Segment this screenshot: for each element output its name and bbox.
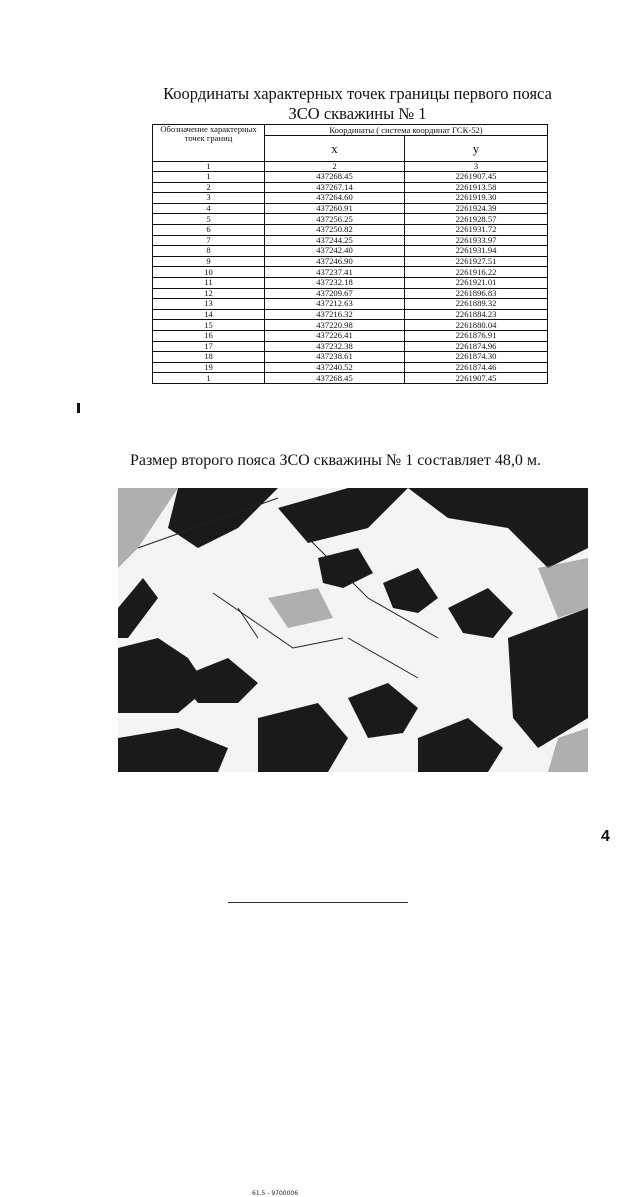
- column-number: 2: [265, 162, 405, 172]
- table-row: [153, 309, 548, 320]
- table-row: [153, 224, 548, 235]
- table-row: [153, 341, 548, 352]
- margin-mark: [77, 403, 80, 413]
- point-number: 17: [153, 341, 265, 352]
- table-row: [153, 214, 548, 225]
- point-number: 15: [153, 320, 265, 331]
- y-coordinate: 2261874.96: [405, 341, 548, 352]
- table-row: [153, 362, 548, 373]
- point-number: 18: [153, 352, 265, 363]
- y-coordinate: 2261907.45: [405, 172, 548, 183]
- x-coordinate: 437209.67: [265, 288, 405, 299]
- y-coordinate: 2261919.30: [405, 193, 548, 204]
- table-row: [153, 330, 548, 341]
- point-number: 10: [153, 267, 265, 278]
- point-number: 4: [153, 203, 265, 214]
- header-point-designation: Обозначение характерных точек границ: [153, 125, 265, 162]
- table-row: [153, 246, 548, 257]
- x-coordinate: 437260.91: [265, 203, 405, 214]
- x-coordinate: 437268.45: [265, 172, 405, 183]
- x-coordinate: 437264.60: [265, 193, 405, 204]
- y-coordinate: 2261931.72: [405, 224, 548, 235]
- aerial-photo: [118, 488, 588, 1197]
- point-number: 7: [153, 235, 265, 246]
- point-number: 1: [153, 373, 265, 384]
- table-row: [153, 256, 548, 267]
- point-number: 12: [153, 288, 265, 299]
- header-coordinate-system: Координаты ( система координат ГСК-52): [265, 125, 548, 136]
- y-coordinate: 2261876.91: [405, 330, 548, 341]
- y-coordinate: 2261874.30: [405, 352, 548, 363]
- x-coordinate: 437237.41: [265, 267, 405, 278]
- aerial-photo-image: [118, 488, 588, 772]
- page-number: 4: [601, 828, 610, 845]
- x-coordinate: 437267.14: [265, 182, 405, 193]
- table-row: [153, 203, 548, 214]
- point-number: 6: [153, 224, 265, 235]
- point-number: 16: [153, 330, 265, 341]
- table-row: [153, 320, 548, 331]
- table-row: [153, 172, 548, 183]
- table-row: [153, 288, 548, 299]
- y-coordinate: 2261933.97: [405, 235, 548, 246]
- bottom-rule: [228, 902, 408, 903]
- y-coordinate: 2261924.39: [405, 203, 548, 214]
- column-number: 1: [153, 162, 265, 172]
- second-zone-size-text: Размер второго пояса ЗСО скважины № 1 составляет 48,0 м.: [130, 452, 541, 469]
- point-number: 14: [153, 309, 265, 320]
- y-coordinate: 2261907.45: [405, 373, 548, 384]
- x-coordinate: 437244.25: [265, 235, 405, 246]
- column-number-row: [153, 162, 548, 172]
- x-coordinate: 437240.52: [265, 362, 405, 373]
- y-coordinate: 2261874.46: [405, 362, 548, 373]
- x-coordinate: 437256.25: [265, 214, 405, 225]
- y-coordinate: 2261896.83: [405, 288, 548, 299]
- header-y: у: [405, 136, 548, 162]
- coordinates-table-body: [153, 172, 548, 384]
- y-coordinate: 2261916.22: [405, 267, 548, 278]
- y-coordinate: 2261928.57: [405, 214, 548, 225]
- y-coordinate: 2261889.32: [405, 299, 548, 310]
- table-row: [153, 373, 548, 384]
- coordinates-table: [152, 124, 548, 384]
- table-row: [153, 267, 548, 278]
- table-row: [153, 193, 548, 204]
- y-coordinate: 2261931.94: [405, 246, 548, 257]
- x-coordinate: 437246.90: [265, 256, 405, 267]
- y-coordinate: 2261884.23: [405, 309, 548, 320]
- point-number: 1: [153, 172, 265, 183]
- point-number: 2: [153, 182, 265, 193]
- table-row: [153, 277, 548, 288]
- x-coordinate: 437216.32: [265, 309, 405, 320]
- point-number: 19: [153, 362, 265, 373]
- point-number: 3: [153, 193, 265, 204]
- x-coordinate: 437250.82: [265, 224, 405, 235]
- point-number: 8: [153, 246, 265, 257]
- x-coordinate: 437220.98: [265, 320, 405, 331]
- x-coordinate: 437242.40: [265, 246, 405, 257]
- table-row: [153, 352, 548, 363]
- header-x: х: [265, 136, 405, 162]
- table-row: [153, 182, 548, 193]
- y-coordinate: 2261921.01: [405, 277, 548, 288]
- x-coordinate: 437226.41: [265, 330, 405, 341]
- y-coordinate: 2261927.51: [405, 256, 548, 267]
- column-number: 3: [405, 162, 548, 172]
- x-coordinate: 437232.38: [265, 341, 405, 352]
- y-coordinate: 2261880.04: [405, 320, 548, 331]
- table-row: [153, 299, 548, 310]
- x-coordinate: 437238.61: [265, 352, 405, 363]
- x-coordinate: 437268.45: [265, 373, 405, 384]
- photo-mark: 61.5 - 9700006: [252, 1190, 299, 1197]
- table-row: [153, 235, 548, 246]
- x-coordinate: 437212.63: [265, 299, 405, 310]
- point-number: 5: [153, 214, 265, 225]
- page-title: Координаты характерных точек границы первого пояса ЗСО скважины № 1: [163, 84, 552, 123]
- y-coordinate: 2261913.58: [405, 182, 548, 193]
- point-number: 11: [153, 277, 265, 288]
- point-number: 9: [153, 256, 265, 267]
- x-coordinate: 437232.18: [265, 277, 405, 288]
- point-number: 13: [153, 299, 265, 310]
